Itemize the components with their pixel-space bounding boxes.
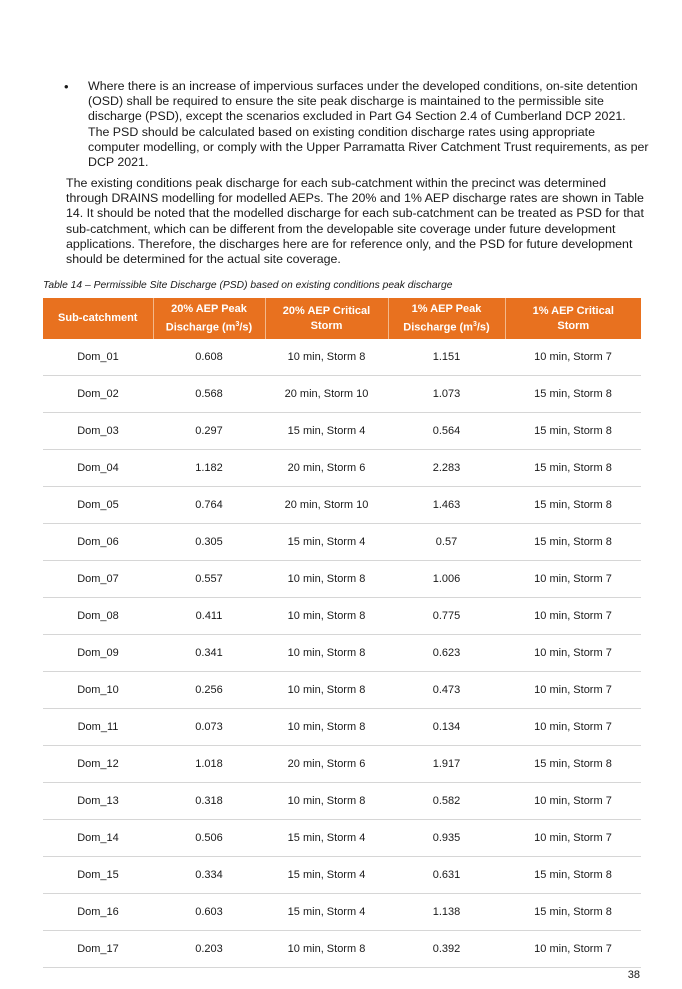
cell-sub-catchment: Dom_16 — [43, 894, 153, 931]
cell-20-aep-peak: 0.557 — [153, 561, 265, 598]
cell-1-aep-peak: 2.283 — [388, 450, 505, 487]
cell-20-aep-critical-storm: 10 min, Storm 8 — [265, 339, 388, 376]
cell-sub-catchment: Dom_03 — [43, 413, 153, 450]
cell-20-aep-critical-storm: 10 min, Storm 8 — [265, 783, 388, 820]
cell-20-aep-peak: 0.297 — [153, 413, 265, 450]
cell-20-aep-peak: 0.073 — [153, 709, 265, 746]
table-row — [43, 820, 641, 857]
cell-20-aep-critical-storm: 15 min, Storm 4 — [265, 894, 388, 931]
cell-20-aep-critical-storm: 10 min, Storm 8 — [265, 709, 388, 746]
cell-20-aep-peak: 0.603 — [153, 894, 265, 931]
table-row — [43, 857, 641, 894]
cell-1-aep-peak: 0.134 — [388, 709, 505, 746]
body-paragraph: The existing conditions peak discharge for each sub-catchment within the precinct was determined through DRAINS modelling for modelled AEPs. The 20% and 1% AEP discharge rates are shown in Table 14. It should be noted that the modelled discharge for each sub-catchment can be treated as PSD for that sub-catchment, which can be different from the developable site coverage under future development applications. Therefore, the discharges here are for reference only, and the PSD for future development should be determined for the actual site coverage. — [66, 176, 644, 267]
cell-20-aep-critical-storm: 15 min, Storm 4 — [265, 524, 388, 561]
psd-table — [43, 298, 641, 968]
cell-1-aep-peak: 1.073 — [388, 376, 505, 413]
cell-1-aep-peak: 1.006 — [388, 561, 505, 598]
cell-20-aep-critical-storm: 20 min, Storm 6 — [265, 450, 388, 487]
table-row — [43, 709, 641, 746]
cell-sub-catchment: Dom_05 — [43, 487, 153, 524]
cell-sub-catchment: Dom_15 — [43, 857, 153, 894]
table-row — [43, 672, 641, 709]
cell-20-aep-peak: 0.305 — [153, 524, 265, 561]
cell-20-aep-critical-storm: 20 min, Storm 10 — [265, 376, 388, 413]
cell-1-aep-peak: 0.775 — [388, 598, 505, 635]
cell-1-aep-peak: 1.138 — [388, 894, 505, 931]
cell-1-aep-critical-storm: 10 min, Storm 7 — [505, 561, 641, 598]
cell-20-aep-peak: 0.506 — [153, 820, 265, 857]
cell-20-aep-peak: 0.256 — [153, 672, 265, 709]
cell-20-aep-peak: 0.411 — [153, 598, 265, 635]
cell-1-aep-critical-storm: 10 min, Storm 7 — [505, 820, 641, 857]
cell-sub-catchment: Dom_11 — [43, 709, 153, 746]
cell-1-aep-peak: 0.631 — [388, 857, 505, 894]
cell-sub-catchment: Dom_10 — [43, 672, 153, 709]
cell-20-aep-critical-storm: 10 min, Storm 8 — [265, 561, 388, 598]
cell-20-aep-peak: 0.334 — [153, 857, 265, 894]
table-row — [43, 931, 641, 968]
cell-sub-catchment: Dom_07 — [43, 561, 153, 598]
cell-1-aep-critical-storm: 15 min, Storm 8 — [505, 376, 641, 413]
table-row — [43, 561, 641, 598]
table-caption: Table 14 – Permissible Site Discharge (PSD) based on existing conditions peak discharge — [43, 280, 453, 291]
cell-1-aep-peak: 0.935 — [388, 820, 505, 857]
cell-20-aep-critical-storm: 20 min, Storm 10 — [265, 487, 388, 524]
table-row — [43, 376, 641, 413]
table-row — [43, 487, 641, 524]
cell-1-aep-critical-storm: 15 min, Storm 8 — [505, 746, 641, 783]
cell-sub-catchment: Dom_02 — [43, 376, 153, 413]
cell-1-aep-critical-storm: 15 min, Storm 8 — [505, 524, 641, 561]
cell-1-aep-critical-storm: 15 min, Storm 8 — [505, 857, 641, 894]
cell-1-aep-critical-storm: 10 min, Storm 7 — [505, 709, 641, 746]
cell-20-aep-critical-storm: 10 min, Storm 8 — [265, 635, 388, 672]
cell-20-aep-peak: 1.018 — [153, 746, 265, 783]
cell-1-aep-peak: 0.473 — [388, 672, 505, 709]
cell-1-aep-critical-storm: 15 min, Storm 8 — [505, 413, 641, 450]
cell-1-aep-peak: 0.392 — [388, 931, 505, 968]
cell-1-aep-peak: 0.582 — [388, 783, 505, 820]
cell-sub-catchment: Dom_14 — [43, 820, 153, 857]
header-20-aep-peak: 20% AEP Peak Discharge $(m^3/s)$ — [153, 298, 265, 339]
bullet-item — [60, 79, 650, 170]
cell-1-aep-critical-storm: 10 min, Storm 7 — [505, 783, 641, 820]
header-1-aep-critical-storm: 1% AEP Critical Storm — [505, 298, 641, 339]
table-body — [43, 339, 641, 968]
bullet-marker: • — [64, 79, 69, 94]
cell-1-aep-critical-storm: 10 min, Storm 7 — [505, 339, 641, 376]
header-1-aep-peak: 1% AEP Peak Discharge $(m^3/s)$ — [388, 298, 505, 339]
cell-sub-catchment: Dom_17 — [43, 931, 153, 968]
table-row — [43, 524, 641, 561]
cell-sub-catchment: Dom_04 — [43, 450, 153, 487]
cell-1-aep-peak: 0.57 — [388, 524, 505, 561]
header-sub-catchment: Sub-catchment — [43, 298, 153, 339]
cell-20-aep-critical-storm: 20 min, Storm 6 — [265, 746, 388, 783]
cell-sub-catchment: Dom_12 — [43, 746, 153, 783]
table-row — [43, 413, 641, 450]
table-row — [43, 635, 641, 672]
cell-20-aep-peak: 0.203 — [153, 931, 265, 968]
cell-1-aep-peak: 1.463 — [388, 487, 505, 524]
cell-1-aep-peak: 0.623 — [388, 635, 505, 672]
table-header-row — [43, 298, 641, 339]
cell-20-aep-critical-storm: 10 min, Storm 8 — [265, 672, 388, 709]
cell-1-aep-critical-storm: 10 min, Storm 7 — [505, 931, 641, 968]
cell-20-aep-critical-storm: 10 min, Storm 8 — [265, 931, 388, 968]
cell-1-aep-peak: 1.917 — [388, 746, 505, 783]
cell-20-aep-critical-storm: 15 min, Storm 4 — [265, 857, 388, 894]
cell-1-aep-critical-storm: 10 min, Storm 7 — [505, 672, 641, 709]
cell-20-aep-peak: 1.182 — [153, 450, 265, 487]
cell-sub-catchment: Dom_09 — [43, 635, 153, 672]
cell-1-aep-peak: 0.564 — [388, 413, 505, 450]
cell-1-aep-peak: 1.151 — [388, 339, 505, 376]
cell-20-aep-peak: 0.608 — [153, 339, 265, 376]
cell-1-aep-critical-storm: 15 min, Storm 8 — [505, 450, 641, 487]
table-row — [43, 598, 641, 635]
table-row — [43, 339, 641, 376]
table-row — [43, 783, 641, 820]
cell-20-aep-critical-storm: 15 min, Storm 4 — [265, 820, 388, 857]
cell-20-aep-critical-storm: 10 min, Storm 8 — [265, 598, 388, 635]
table-row — [43, 894, 641, 931]
cell-sub-catchment: Dom_13 — [43, 783, 153, 820]
cell-sub-catchment: Dom_01 — [43, 339, 153, 376]
cell-20-aep-peak: 0.568 — [153, 376, 265, 413]
cell-1-aep-critical-storm: 15 min, Storm 8 — [505, 487, 641, 524]
cell-1-aep-critical-storm: 15 min, Storm 8 — [505, 894, 641, 931]
cell-20-aep-peak: 0.341 — [153, 635, 265, 672]
cell-20-aep-peak: 0.318 — [153, 783, 265, 820]
cell-1-aep-critical-storm: 10 min, Storm 7 — [505, 635, 641, 672]
cell-20-aep-peak: 0.764 — [153, 487, 265, 524]
page-number: 38 — [627, 969, 640, 981]
cell-20-aep-critical-storm: 15 min, Storm 4 — [265, 413, 388, 450]
cell-sub-catchment: Dom_06 — [43, 524, 153, 561]
table-row — [43, 450, 641, 487]
header-20-aep-critical-storm: 20% AEP Critical Storm — [265, 298, 388, 339]
cell-1-aep-critical-storm: 10 min, Storm 7 — [505, 598, 641, 635]
cell-sub-catchment: Dom_08 — [43, 598, 153, 635]
table-row — [43, 746, 641, 783]
bullet-text: Where there is an increase of impervious surfaces under the developed conditions, on-site detention (OSD) shall be required to ensure the site peak discharge is maintained to the permissible site discharge (PSD), except the scenarios excluded in Part G4 Section 2.4 of Cumberland DCP 2021. The PSD should be calculated based on existing condition discharge rates using appropriate computer modelling, or comply with the Upper Parramatta River Catchment Trust requirements, as per DCP 2021. — [88, 79, 649, 170]
